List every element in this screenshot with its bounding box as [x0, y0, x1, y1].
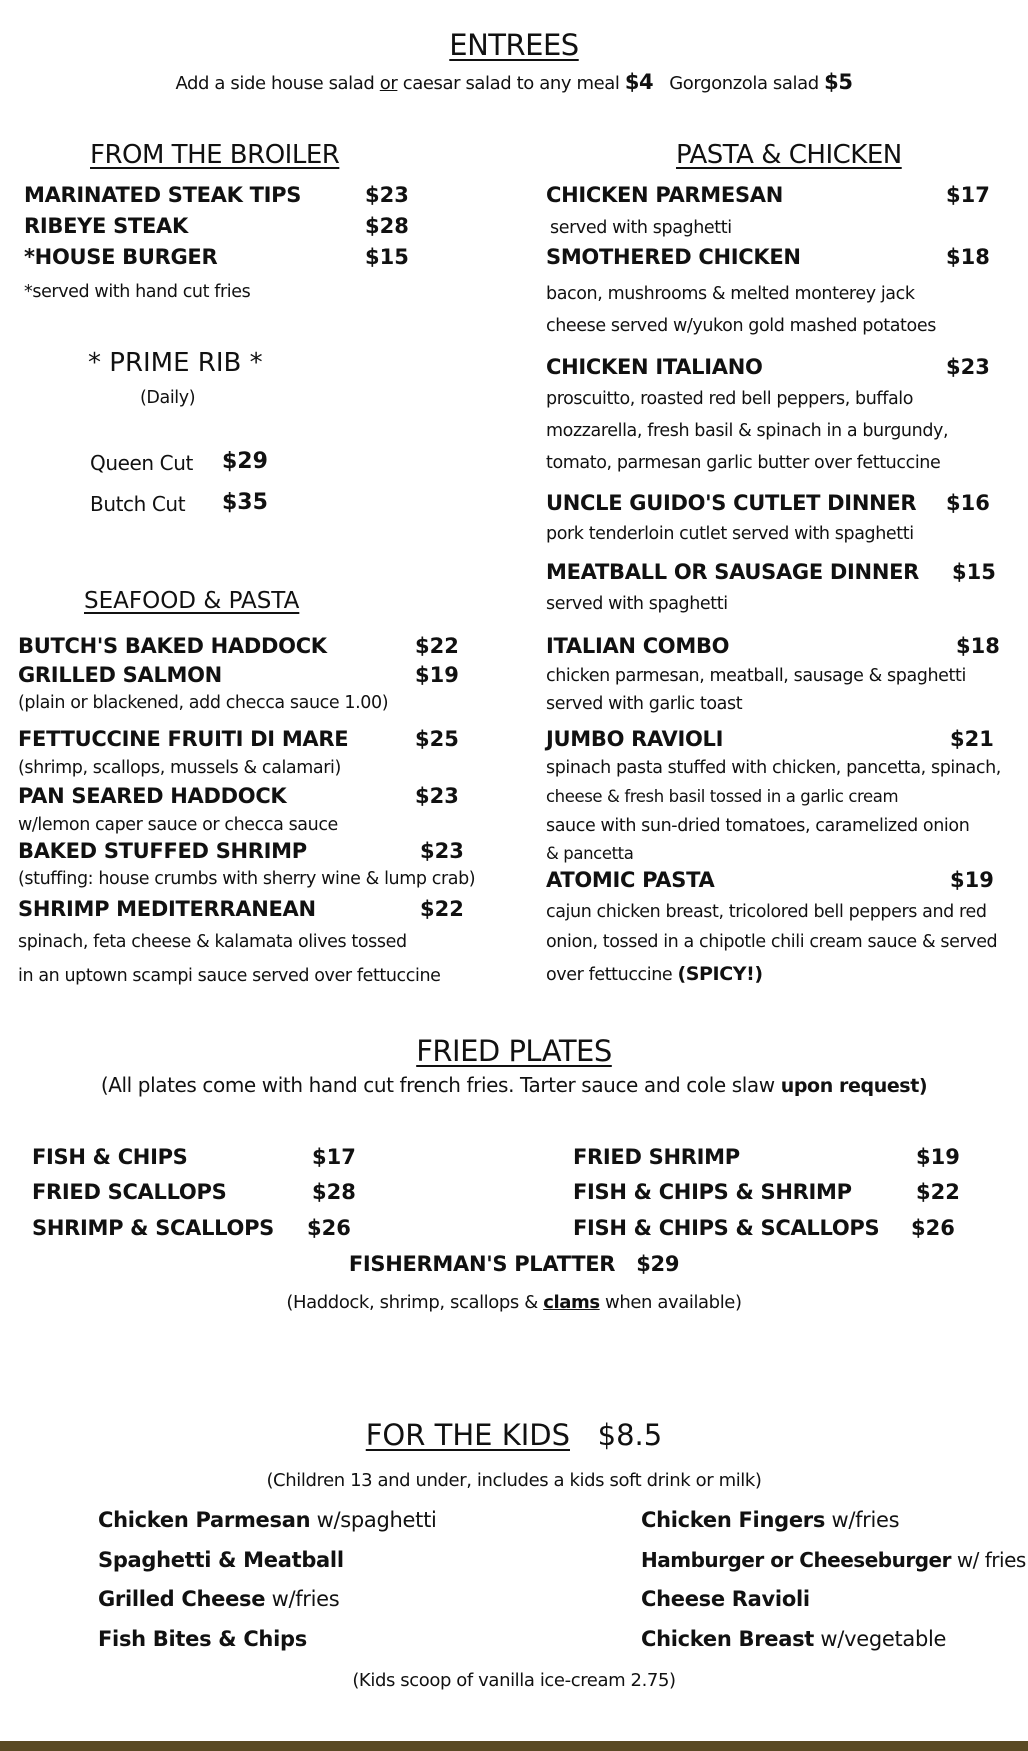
broiler-item-price: $15: [365, 245, 409, 269]
pasta-item-desc-last: [546, 963, 763, 985]
pasta-item-desc: & pancetta: [546, 844, 634, 863]
seafood-item-name: BAKED STUFFED SHRIMP: [18, 839, 307, 863]
seafood-item-desc: spinach, feta cheese & kalamata olives tossed: [18, 932, 407, 952]
gorgonzola-price: $5: [824, 70, 853, 94]
pasta-item-name: UNCLE GUIDO'S CUTLET DINNER: [546, 491, 917, 515]
seafood-item-price: $25: [415, 727, 459, 751]
broiler-item-name: *HOUSE BURGER: [24, 245, 218, 269]
kids-item: [98, 1587, 339, 1611]
prime-rib-cut-price: $29: [222, 449, 268, 474]
seafood-item-name: GRILLED SALMON: [18, 663, 222, 687]
kids-item-name: Chicken Breast: [641, 1627, 815, 1651]
salad-addon-or: or: [379, 73, 398, 94]
broiler-item-name: MARINATED STEAK TIPS: [24, 183, 302, 207]
kids-item-extra: w/spaghetti: [316, 1508, 437, 1532]
kids-item-name: Hamburger or Cheeseburger: [641, 1548, 951, 1572]
kids-item: [641, 1627, 946, 1651]
kids-item-name: Grilled Cheese: [98, 1587, 266, 1611]
kids-item: [98, 1627, 307, 1651]
kids-heading: [0, 1418, 1028, 1452]
fishermans-platter-name: FISHERMAN'S PLATTER: [348, 1252, 616, 1276]
kids-item: [641, 1548, 1026, 1572]
broiler-note: *served with hand cut fries: [24, 282, 251, 302]
fried-item-name: FRIED SCALLOPS: [32, 1180, 227, 1204]
pasta-item-desc: pork tenderloin cutlet served with spaghetti: [546, 524, 914, 544]
fried-item-name: FISH & CHIPS & SHRIMP: [573, 1180, 852, 1204]
fried-item-price: $28: [312, 1180, 356, 1204]
prime-rib-title: * PRIME RIB *: [88, 348, 263, 378]
pasta-item-price: $21: [950, 727, 994, 751]
prime-rib-daily: (Daily): [140, 388, 196, 408]
pasta-item-desc: sauce with sun-dried tomatoes, caramelized onion: [546, 816, 970, 836]
spicy-label: (SPICY!): [677, 963, 763, 985]
kids-item-name: Chicken Fingers: [641, 1508, 826, 1532]
prime-rib-cut-price: $35: [222, 490, 268, 515]
seafood-item-name: FETTUCCINE FRUITI DI MARE: [18, 727, 349, 751]
seafood-item-desc: (shrimp, scallops, mussels & calamari): [18, 758, 341, 778]
kids-item-extra: w/vegetable: [820, 1627, 947, 1651]
broiler-item-price: $23: [365, 183, 409, 207]
pasta-title: PASTA & CHICKEN: [676, 140, 902, 170]
pasta-item-name: CHICKEN PARMESAN: [546, 183, 783, 207]
seafood-item-desc: w/lemon caper sauce or checca sauce: [18, 815, 338, 835]
gorgonzola-label: Gorgonzola salad: [669, 73, 819, 94]
pasta-item-price: $17: [946, 183, 990, 207]
salad-addon-text: Add a side house salad: [175, 73, 375, 94]
prime-rib-cut-name: Butch Cut: [90, 492, 186, 516]
pasta-item-desc: served with spaghetti: [546, 594, 728, 614]
pasta-item-desc: mozzarella, fresh basil & spinach in a burgundy,: [546, 421, 949, 441]
seafood-item-name: SHRIMP MEDITERRANEAN: [18, 897, 316, 921]
broiler-title: FROM THE BROILER: [90, 140, 340, 170]
kids-item: [641, 1587, 810, 1611]
salad-addon-text-2: caesar salad to any meal: [402, 73, 620, 94]
pasta-item-name: CHICKEN ITALIANO: [546, 355, 763, 379]
bottom-border: [0, 1741, 1028, 1751]
fishermans-platter-note: [0, 1292, 1028, 1313]
pasta-item-name: MEATBALL OR SAUSAGE DINNER: [546, 560, 920, 584]
pasta-item-desc: proscuitto, roasted red bell peppers, buffalo: [546, 389, 914, 409]
seafood-item-desc: (stuffing: house crumbs with sherry wine & lump crab): [18, 869, 476, 889]
pasta-item-price: $19: [950, 868, 994, 892]
kids-note: (Children 13 and under, includes a kids soft drink or milk): [266, 1470, 762, 1491]
fried-item-name: FISH & CHIPS & SCALLOPS: [573, 1216, 880, 1240]
prime-rib-cut-name: Queen Cut: [90, 451, 193, 475]
fried-item-price: $22: [916, 1180, 960, 1204]
pasta-item-desc: tomato, parmesan garlic butter over fettuccine: [546, 453, 941, 473]
seafood-item-desc: (plain or blackened, add checca sauce 1.00): [18, 693, 389, 713]
atomic-pasta-desc-end: over fettuccine: [546, 965, 673, 985]
kids-price: $8.5: [597, 1418, 663, 1452]
platter-note-text-2: when available): [605, 1292, 742, 1313]
seafood-item-name: PAN SEARED HADDOCK: [18, 784, 287, 808]
pasta-item-desc: cheese served w/yukon gold mashed potatoes: [546, 316, 936, 336]
pasta-item-desc: bacon, mushrooms & melted monterey jack: [546, 284, 915, 304]
pasta-item-price: $15: [952, 560, 996, 584]
pasta-item-desc: cheese & fresh basil tossed in a garlic cream: [546, 787, 899, 806]
kids-item-extra: w/fries: [271, 1587, 340, 1611]
fishermans-platter: [0, 1252, 1028, 1276]
seafood-title: SEAFOOD & PASTA: [84, 588, 300, 614]
kids-item-extra: w/fries: [831, 1508, 900, 1532]
kids-item-name: Fish Bites & Chips: [98, 1627, 307, 1651]
kids-item-extra: w/ fries: [956, 1548, 1026, 1572]
seafood-item-price: $23: [415, 784, 459, 808]
pasta-item-name: ATOMIC PASTA: [546, 868, 715, 892]
seafood-item-price: $23: [420, 839, 464, 863]
fishermans-platter-price: $29: [636, 1252, 680, 1276]
fried-item-price: $19: [916, 1145, 960, 1169]
kids-item-name: Spaghetti & Meatball: [98, 1548, 344, 1572]
pasta-item-name: SMOTHERED CHICKEN: [546, 245, 801, 269]
pasta-item-price: $18: [956, 634, 1000, 658]
pasta-item-desc: chicken parmesan, meatball, sausage & spaghetti: [546, 666, 966, 686]
pasta-item-desc: served with garlic toast: [546, 694, 743, 714]
kids-footer: (Kids scoop of vanilla ice-cream 2.75): [352, 1670, 676, 1691]
fried-item-price: $26: [911, 1216, 955, 1240]
kids-item-name: Cheese Ravioli: [641, 1587, 810, 1611]
fried-note-bold: upon request): [780, 1075, 928, 1097]
fried-item-name: FRIED SHRIMP: [573, 1145, 740, 1169]
kids-item: [641, 1508, 899, 1532]
fried-note-text: (All plates come with hand cut french fries. Tarter sauce and cole slaw: [100, 1073, 775, 1097]
salad-addon-price: $4: [624, 70, 654, 94]
pasta-item-desc: spinach pasta stuffed with chicken, pancetta, spinach,: [546, 758, 1001, 778]
seafood-item-desc: in an uptown scampi sauce served over fettuccine: [18, 966, 441, 986]
pasta-item-desc: cajun chicken breast, tricolored bell peppers and red: [546, 902, 987, 922]
kids-item: [98, 1508, 437, 1532]
broiler-item-name: RIBEYE STEAK: [24, 214, 188, 238]
pasta-item-desc: onion, tossed in a chipotle chili cream sauce & served: [546, 932, 998, 952]
pasta-item-name: ITALIAN COMBO: [546, 634, 730, 658]
kids-item: [98, 1548, 344, 1572]
seafood-item-price: $22: [420, 897, 464, 921]
pasta-item-desc: served with spaghetti: [550, 218, 732, 238]
fried-item-name: SHRIMP & SCALLOPS: [32, 1216, 274, 1240]
fried-item-price: $26: [307, 1216, 351, 1240]
seafood-item-price: $22: [415, 634, 459, 658]
platter-note-clams: clams: [543, 1292, 600, 1313]
kids-item-name: Chicken Parmesan: [98, 1508, 311, 1532]
kids-title: FOR THE KIDS: [365, 1418, 570, 1452]
entrees-title: ENTREES: [449, 28, 579, 62]
fried-note: [0, 1073, 1028, 1097]
salad-addon-line: [0, 70, 1028, 94]
platter-note-text: (Haddock, shrimp, scallops &: [286, 1292, 538, 1313]
fried-title: FRIED PLATES: [416, 1034, 612, 1068]
seafood-item-price: $19: [415, 663, 459, 687]
broiler-item-price: $28: [365, 214, 409, 238]
pasta-item-price: $18: [946, 245, 990, 269]
seafood-item-name: BUTCH'S BAKED HADDOCK: [18, 634, 327, 658]
pasta-item-price: $16: [946, 491, 990, 515]
pasta-item-price: $23: [946, 355, 990, 379]
fried-item-name: FISH & CHIPS: [32, 1145, 188, 1169]
fried-item-price: $17: [312, 1145, 356, 1169]
pasta-item-name: JUMBO RAVIOLI: [546, 727, 724, 751]
